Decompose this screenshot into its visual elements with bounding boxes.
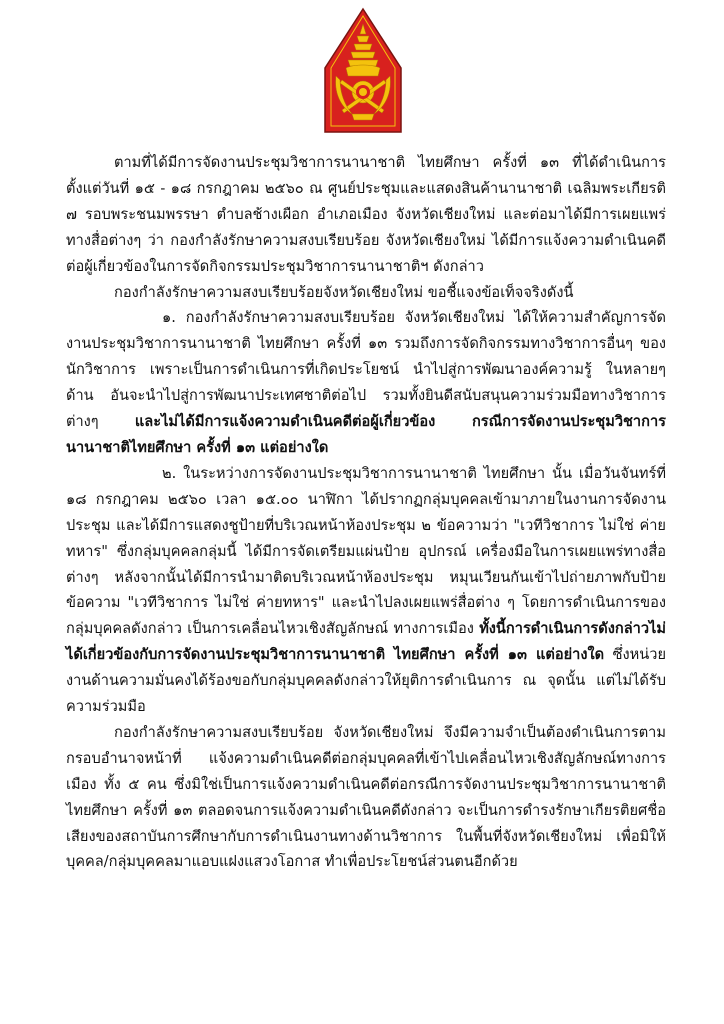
body-paragraph	[66, 720, 666, 875]
paragraph-text: ๑. กองกำลังรักษาความสงบเรียบร้อย จังหวัดเชียงใหม่ ได้ให้ความสำคัญการจัดงานประชุมวิชาการนานาชาติ ไทยศึกษา ครั้งที่ ๑๓ รวมถึงการจัดกิจกรรมทางวิชาการอื่นๆ ของนักวิชาการ เพราะเป็นการดำเนินการที่เกิดประโยชน์ นำไปสู่การพัฒนาองค์ความรู้ ในหลายๆ ด้าน อันจะนำไปสู่การพัฒนาประเทศชาติต่อไป รวมทั้งยินดีสนับสนุนความร่วมมือทางวิชาการต่างๆ	[66, 309, 666, 431]
list-paragraph	[66, 461, 666, 720]
body-paragraph	[66, 150, 666, 280]
bold-text: และไม่ได้มีการแจ้งความดำเนินคดีต่อผู้เกี่ยวข้อง กรณีการจัดงานประชุมวิชาการนานาชาติไทยศึกษา ครั้งที่ ๑๓ แต่อย่างใด	[66, 413, 667, 456]
paragraph-text: กองกำลังรักษาความสงบเรียบร้อยจังหวัดเชียงใหม่ ขอชี้แจงข้อเท็จจริงดังนี้	[114, 283, 574, 301]
document-body	[66, 150, 666, 875]
list-paragraph	[66, 305, 666, 460]
bold-text: ทั้งนี้การดำเนินการดังกล่าวไม่ได้เกี่ยวข้องกับการจัดงานประชุมวิชาการนานาชาติ ไทยศึกษา ครั้งที่ ๑๓ แต่อย่างใด	[66, 620, 666, 664]
paragraph-text: กองกำลังรักษาความสงบเรียบร้อย จังหวัดเชียงใหม่ จึงมีความจำเป็นต้องดำเนินการตามกรอบอำนาจหน้าที่ แจ้งความดำเนินคดีต่อกลุ่มบุคคลที่เข้าไปเคลื่อนไหวเชิงสัญลักษณ์ทางการเมือง ทั้ง ๕ คน ซึ่งมิใช่เป็นการแจ้งความดำเนินคดีต่อกรณีการจัดงานประชุมวิชาการนานาชาติ ไทยศึกษา ครั้งที่ ๑๓ ตลอดจนการแจ้งความดำเนินคดีดังกล่าว จะเป็นการดำรงรักษาเกียรติยศชื่อเสียงของสถาบันการศึกษากับการดำเนินงานทางด้านวิชาการ ในพื้นที่จังหวัดเชียงใหม่ เพื่อมิให้บุคคล/กลุ่มบุคคลมาแอบแฝงแสวงโอกาส ทำเพื่อประโยชน์ส่วนตนอีกด้วย	[66, 723, 666, 871]
paragraph-text: ๒. ในระหว่างการจัดงานประชุมวิชาการนานาชาติ ไทยศึกษา นั้น เมื่อวันจันทร์ที่ ๑๘ กรกฎาคม ๒๕๖๐ เวลา ๑๕.๐๐ นาฬิกา ได้ปรากฏกลุ่มบุคคลเข้ามาภายในงานการจัดงานประชุม และได้มีการแสดงชูป้ายที่บริเวณหน้าห้องประชุม ๒ ข้อความว่า "เวทีวิชาการ ไม่ใช่ ค่ายทหาร" ซึ่งกลุ่มบุคคลกลุ่มนี้ ได้มีการจัดเตรียมแผ่นป้าย อุปกรณ์ เครื่องมือในการเผยแพร่ทางสื่อต่างๆ หลังจากนั้นได้มีการนำมาติดบริเวณหน้าห้องประชุม หมุนเวียนกันเข้าไปถ่ายภาพกับป้ายข้อความ "เวทีวิชาการ ไม่ใช่ ค่ายทหาร" และนำไปลงเผยแพร่สื่อต่าง ๆ โดยการดำเนินการของกลุ่มบุคคลดังกล่าว เป็นการเคลื่อนไหวเชิงสัญลักษณ์ ทางการเมือง	[66, 464, 666, 638]
paragraph-text: ซึ่งหน่วยงานด้านความมั่นคงได้ร้องขอกับกลุ่มบุคคลดังกล่าวให้ยุติการดำเนินการ ณ จุดนั้น แต่ไม่ได้รับความร่วมมือ	[66, 646, 666, 716]
body-paragraph	[66, 280, 666, 306]
army-emblem-icon	[322, 6, 404, 140]
paragraph-text: ตามที่ได้มีการจัดงานประชุมวิชาการนานาชาติ ไทยศึกษา ครั้งที่ ๑๓ ที่ได้ดำเนินการตั้งแต่วันที่ ๑๕ - ๑๘ กรกฎาคม ๒๕๖๐ ณ ศูนย์ประชุมและแสดงสินค้านานาชาติ เฉลิมพระเกียรติ ๗ รอบพระชนมพรรษา ตำบลช้างเผือก อำเภอเมือง จังหวัดเชียงใหม่ และต่อมาได้มีการเผยแพร่ทางสื่อต่างๆ ว่า กองกำลังรักษาความสงบเรียบร้อย จังหวัดเชียงใหม่ ได้มีการแจ้งความดำเนินคดีต่อผู้เกี่ยวข้องในการจัดกิจกรรมประชุมวิชาการนานาชาติฯ ดังกล่าว	[66, 154, 666, 275]
